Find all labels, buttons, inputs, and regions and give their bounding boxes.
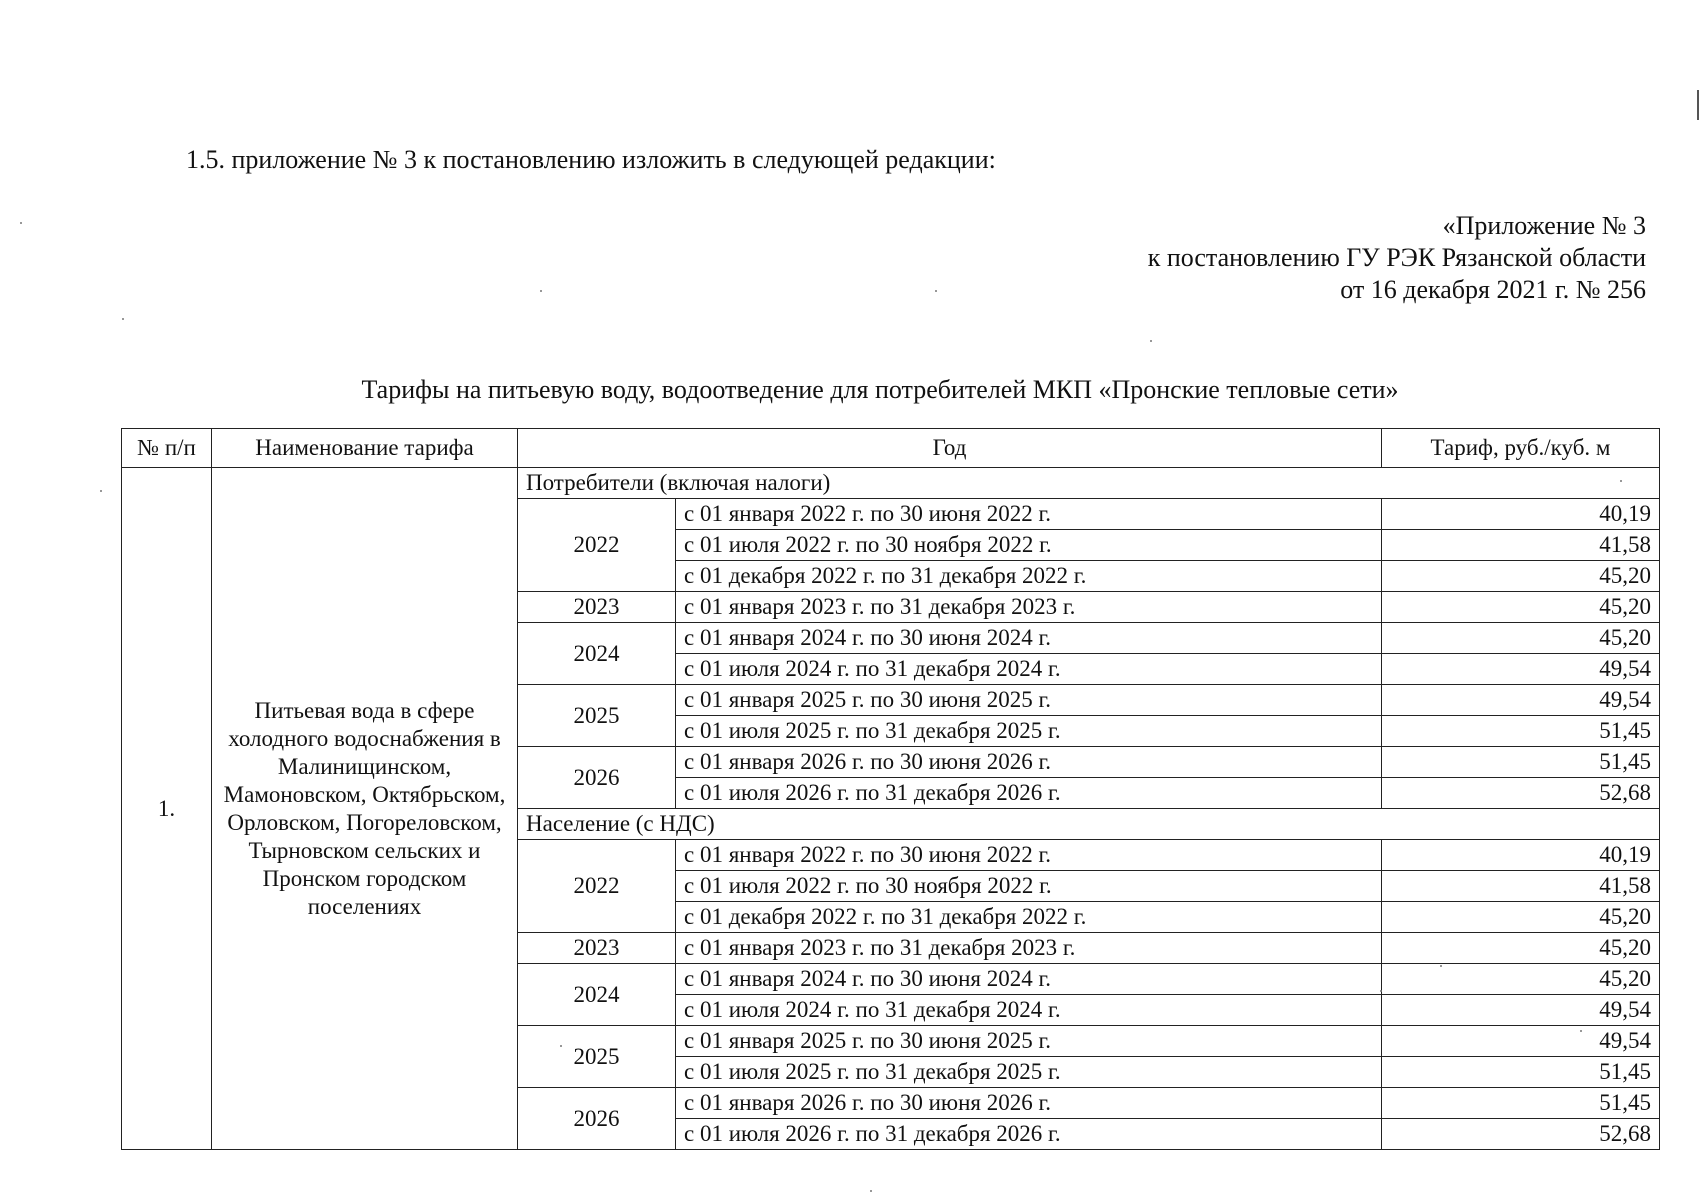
tariff-value-cell: 41,58 <box>1382 871 1660 902</box>
group-label: Потребители (включая налоги) <box>518 468 1660 499</box>
period-cell: с 01 июля 2026 г. по 31 декабря 2026 г. <box>676 778 1382 809</box>
row-number: 1. <box>122 468 212 1150</box>
year-cell: 2025 <box>518 1026 676 1088</box>
period-cell: с 01 января 2025 г. по 30 июня 2025 г. <box>676 1026 1382 1057</box>
tariff-value-cell: 51,45 <box>1382 747 1660 778</box>
scan-speck <box>540 290 542 292</box>
tariff-value-cell: 40,19 <box>1382 499 1660 530</box>
header-num: № п/п <box>122 429 212 468</box>
appendix-line-1: «Приложение № 3 <box>1442 211 1646 240</box>
group-row <box>122 468 1660 499</box>
scan-speck <box>870 1190 872 1192</box>
period-cell: с 01 января 2023 г. по 31 декабря 2023 г. <box>676 592 1382 623</box>
scan-speck <box>560 1045 562 1047</box>
period-cell: с 01 января 2023 г. по 31 декабря 2023 г. <box>676 933 1382 964</box>
scan-speck <box>1380 990 1382 992</box>
group-label: Население (с НДС) <box>518 809 1660 840</box>
tariff-table <box>121 428 1660 1150</box>
tariff-value-cell: 45,20 <box>1382 561 1660 592</box>
period-cell: с 01 июля 2025 г. по 31 декабря 2025 г. <box>676 716 1382 747</box>
year-cell: 2022 <box>518 499 676 592</box>
appendix-line-2: к постановлению ГУ РЭК Рязанской области <box>1147 243 1646 272</box>
tariff-value-cell: 41,58 <box>1382 530 1660 561</box>
table-title: Тарифы на питьевую воду, водоотведение для потребителей МКП «Пронские тепловые сети» <box>361 375 1399 404</box>
period-cell: с 01 декабря 2022 г. по 31 декабря 2022 г. <box>676 902 1382 933</box>
period-cell: с 01 января 2026 г. по 30 июня 2026 г. <box>676 747 1382 778</box>
period-cell: с 01 января 2025 г. по 30 июня 2025 г. <box>676 685 1382 716</box>
tariff-value-cell: 45,20 <box>1382 933 1660 964</box>
tariff-name: Питьевая вода в сфере холодного водоснабжения в Малинищинском, Мамоновском, Октябрьском, Орловском, Погореловском, Тырновском сельских и Пронском городском поселениях <box>212 468 518 1150</box>
tariff-value-cell: 49,54 <box>1382 1026 1660 1057</box>
scan-speck <box>20 222 22 224</box>
tariff-value-cell: 51,45 <box>1382 716 1660 747</box>
year-cell: 2023 <box>518 933 676 964</box>
header-name: Наименование тарифа <box>212 429 518 468</box>
scan-speck <box>1150 340 1152 342</box>
period-cell: с 01 июля 2025 г. по 31 декабря 2025 г. <box>676 1057 1382 1088</box>
tariff-value-cell: 51,45 <box>1382 1088 1660 1119</box>
period-cell: с 01 января 2022 г. по 30 июня 2022 г. <box>676 499 1382 530</box>
table-header-row <box>122 429 1660 468</box>
year-cell: 2024 <box>518 623 676 685</box>
scan-speck <box>122 318 124 320</box>
tariff-value-cell: 40,19 <box>1382 840 1660 871</box>
scan-speck <box>1440 965 1442 967</box>
period-cell: с 01 июля 2022 г. по 30 ноября 2022 г. <box>676 871 1382 902</box>
tariff-value-cell: 52,68 <box>1382 1119 1660 1150</box>
year-cell: 2026 <box>518 747 676 809</box>
header-year: Год <box>518 429 1382 468</box>
year-cell: 2024 <box>518 964 676 1026</box>
scan-speck <box>1580 1030 1582 1032</box>
scan-speck <box>100 490 102 492</box>
tariff-value-cell: 51,45 <box>1382 1057 1660 1088</box>
year-cell: 2026 <box>518 1088 676 1150</box>
tariff-value-cell: 49,54 <box>1382 654 1660 685</box>
scan-speck <box>935 290 937 292</box>
tariff-value-cell: 45,20 <box>1382 964 1660 995</box>
tariff-value-cell: 49,54 <box>1382 995 1660 1026</box>
period-cell: с 01 июля 2026 г. по 31 декабря 2026 г. <box>676 1119 1382 1150</box>
period-cell: с 01 января 2026 г. по 30 июня 2026 г. <box>676 1088 1382 1119</box>
appendix-line-3: от 16 декабря 2021 г. № 256 <box>1340 275 1646 304</box>
tariff-value-cell: 52,68 <box>1382 778 1660 809</box>
tariff-value-cell: 45,20 <box>1382 902 1660 933</box>
period-cell: с 01 января 2022 г. по 30 июня 2022 г. <box>676 840 1382 871</box>
tariff-value-cell: 45,20 <box>1382 592 1660 623</box>
period-cell: с 01 декабря 2022 г. по 31 декабря 2022 г. <box>676 561 1382 592</box>
intro-text: 1.5. приложение № 3 к постановлению изложить в следующей редакции: <box>186 145 996 174</box>
tariff-value-cell: 49,54 <box>1382 685 1660 716</box>
tariff-value-cell: 45,20 <box>1382 623 1660 654</box>
period-cell: с 01 июля 2024 г. по 31 декабря 2024 г. <box>676 995 1382 1026</box>
header-tariff: Тариф, руб./куб. м <box>1382 429 1660 468</box>
period-cell: с 01 июля 2022 г. по 30 ноября 2022 г. <box>676 530 1382 561</box>
period-cell: с 01 января 2024 г. по 30 июня 2024 г. <box>676 623 1382 654</box>
appendix-reference <box>1148 210 1646 306</box>
table-body <box>122 468 1660 1150</box>
period-cell: с 01 января 2024 г. по 30 июня 2024 г. <box>676 964 1382 995</box>
year-cell: 2023 <box>518 592 676 623</box>
scan-speck <box>1620 480 1622 482</box>
year-cell: 2022 <box>518 840 676 933</box>
period-cell: с 01 июля 2024 г. по 31 декабря 2024 г. <box>676 654 1382 685</box>
year-cell: 2025 <box>518 685 676 747</box>
